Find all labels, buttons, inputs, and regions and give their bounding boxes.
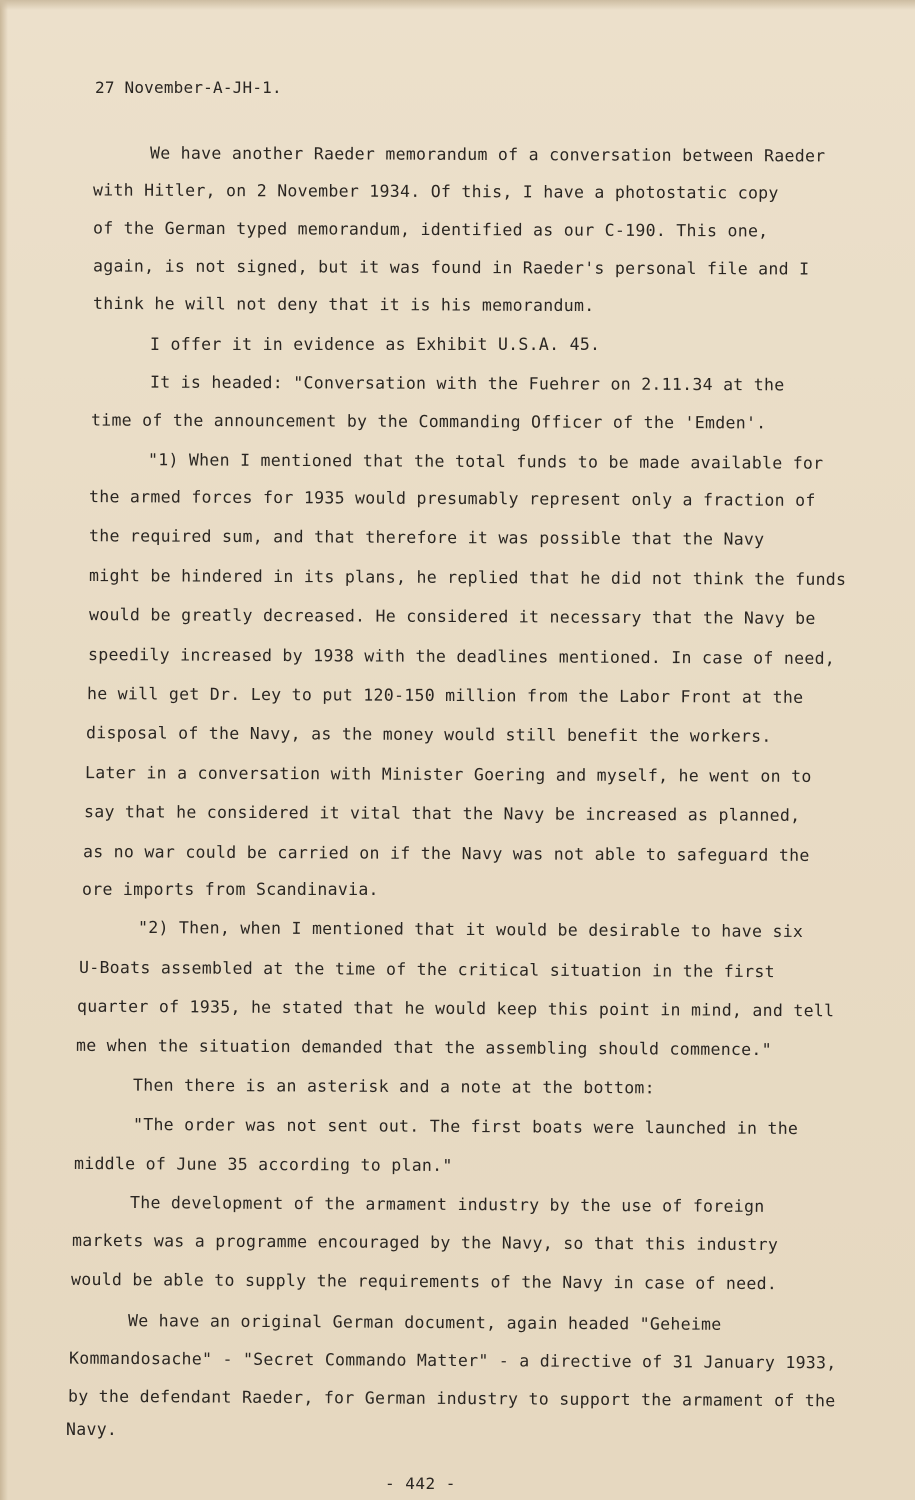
text-line: disposal of the Navy, as the money would still benefit the workers. bbox=[85, 723, 772, 746]
page-top-shadow bbox=[0, 0, 915, 10]
text-line: "The order was not sent out. The first boats were launched in the bbox=[132, 1114, 799, 1139]
text-line: would be greatly decreased. He considered it necessary that the Navy be bbox=[88, 605, 816, 628]
text-line: U-Boats assembled at the time of the critical situation in the first bbox=[78, 957, 775, 982]
text-line: Navy. bbox=[66, 1420, 118, 1439]
text-line: would be able to supply the requirements of the Navy in case of need. bbox=[70, 1269, 778, 1294]
text-line: Kommandosache" - "Secret Commando Matter" - a directive of 31 January 1933, bbox=[68, 1348, 837, 1373]
document-header: 27 November-A-JH-1. bbox=[95, 78, 282, 97]
text-line: I offer it in evidence as Exhibit U.S.A. 45. bbox=[150, 335, 601, 354]
text-line: Then there is an asterisk and a note at the bottom: bbox=[132, 1075, 655, 1098]
text-line: We have an original German document, again headed "Geheime bbox=[127, 1311, 722, 1334]
text-line: say that he considered it vital that the Navy be increased as planned, bbox=[83, 802, 801, 825]
text-line: the required sum, and that therefore it was possible that the Navy bbox=[88, 526, 765, 549]
text-line: middle of June 35 according to plan." bbox=[73, 1154, 453, 1175]
text-line: me when the situation demanded that the assembling should commence." bbox=[75, 1035, 772, 1060]
text-line: ore imports from Scandinavia. bbox=[82, 880, 379, 899]
text-line: "1) When I mentioned that the total funds to be made available for bbox=[147, 450, 824, 473]
text-line: The development of the armament industry by the use of foreign bbox=[129, 1193, 765, 1216]
text-line: quarter of 1935, he stated that he would keep this point in mind, and tell bbox=[76, 996, 835, 1021]
text-line: time of the announcement by the Commanding Officer of the 'Emden'. bbox=[90, 410, 767, 433]
text-line: as no war could be carried on if the Navy was not able to safeguard the bbox=[82, 842, 810, 865]
text-line: might be hindered in its plans, he replied that he did not think the funds bbox=[88, 566, 847, 589]
text-line: with Hitler, on 2 November 1934. Of this, I have a photostatic copy bbox=[92, 180, 779, 203]
text-line: think he will not deny that it is his memorandum. bbox=[92, 293, 595, 316]
page-number: - 442 - bbox=[385, 1474, 456, 1493]
text-line: We have another Raeder memorandum of a conversation between Raeder bbox=[149, 143, 826, 166]
text-line: of the German typed memorandum, identified as our C-190. This one, bbox=[92, 218, 769, 241]
page-edge-shadow bbox=[0, 0, 8, 1500]
text-line: Later in a conversation with Minister Goering and myself, he went on to bbox=[84, 763, 812, 786]
text-line: It is headed: "Conversation with the Fuehrer on 2.11.34 at the bbox=[149, 372, 785, 395]
text-line: speedily increased by 1938 with the deadlines mentioned. In case of need, bbox=[87, 645, 836, 668]
text-line: again, is not signed, but it was found in Raeder's personal file and I bbox=[92, 256, 810, 279]
text-line: the armed forces for 1935 would presumably represent only a fraction of bbox=[88, 487, 816, 510]
text-line: markets was a programme encouraged by the Navy, so that this industry bbox=[71, 1230, 779, 1255]
text-line: by the defendant Raeder, for German industry to support the armament of the bbox=[67, 1386, 836, 1411]
text-line: he will get Dr. Ley to put 120-150 million from the Labor Front at the bbox=[86, 684, 804, 707]
text-line: "2) Then, when I mentioned that it would be desirable to have six bbox=[137, 917, 804, 942]
